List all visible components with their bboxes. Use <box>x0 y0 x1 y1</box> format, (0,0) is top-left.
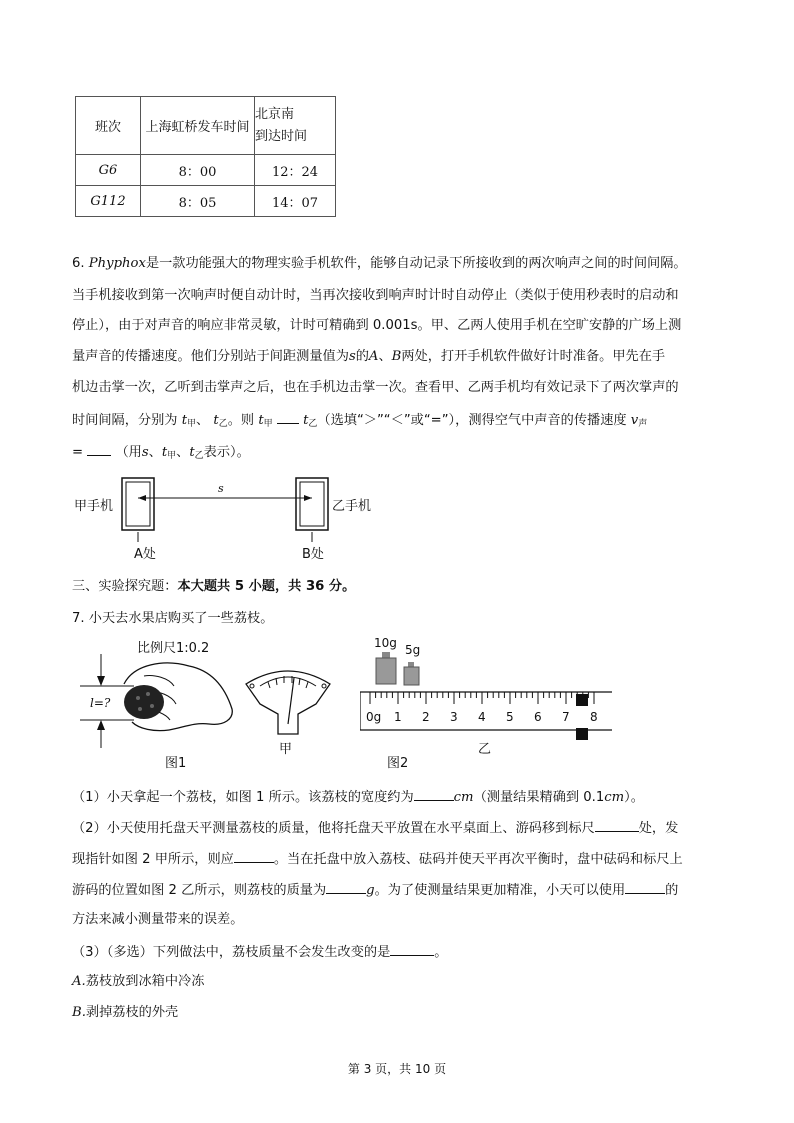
rider-scale-figure <box>360 650 620 740</box>
option-text: 剥掉荔枝的外壳 <box>85 1005 179 1020</box>
lychee-icon <box>124 685 164 719</box>
subscript: 甲 <box>187 419 197 429</box>
q6-text: 、 <box>176 445 190 460</box>
point-b-label: B处 <box>302 547 324 562</box>
q7-text: 。 <box>434 945 448 960</box>
fig2-jia-caption: 甲 <box>279 742 293 757</box>
table-cell: 8：00 <box>141 155 255 186</box>
table-cell: G6 <box>76 155 141 186</box>
scale-tick-label: 3 <box>450 710 458 724</box>
answer-blank[interactable] <box>87 441 111 456</box>
phone-a-icon <box>122 478 154 530</box>
table-header: 班次 <box>76 97 141 155</box>
q7-text: （2）小天使用托盘天平测量荔枝的质量，他将托盘天平放置在水平桌面上、游码移到标尺 <box>72 821 595 836</box>
q6-text: 表示）。 <box>203 445 250 460</box>
fig1-caption: 图1 <box>165 756 187 771</box>
q6-line <box>72 347 665 367</box>
subscript: 乙 <box>194 451 204 461</box>
q6-text: 。则 <box>227 413 255 428</box>
pointer-needle <box>288 678 294 724</box>
option-letter: B. <box>72 1005 86 1020</box>
q6-text: 时间间隔，分别为 <box>72 413 178 428</box>
q6-text: （选填“＞”“＜”或“=”），测得空气中声音的传播速度 <box>317 413 627 428</box>
table-header-line: 北京南 <box>255 106 295 122</box>
q6-text: = <box>72 445 84 460</box>
answer-blank[interactable] <box>414 786 454 801</box>
fig2-yi-caption: 乙 <box>478 742 492 757</box>
subscript: 乙 <box>308 419 318 429</box>
q7-text: 。当在托盘中放入荔枝、砝码并使天平再次平衡时，盘中砝码和标尺上 <box>273 852 683 867</box>
subscript: 乙 <box>218 419 228 429</box>
var-s: s <box>348 349 356 364</box>
q7-text: 现指针如图 2 甲所示，则应 <box>72 852 234 867</box>
var-t: t <box>189 445 195 460</box>
fig2-caption: 图2 <box>387 756 409 771</box>
answer-blank[interactable] <box>390 941 434 956</box>
phone-b-icon <box>296 478 328 530</box>
q6-line: 当手机接收到第一次响声时便自动计时，当再次接收到响声时计时自动停止（类似于使用秒表时的启动和 <box>72 288 679 303</box>
table-cell: 12：24 <box>255 155 336 186</box>
table-cell: 8：05 <box>141 186 255 217</box>
rider-bottom-icon[interactable] <box>576 728 588 740</box>
table-row <box>76 186 336 217</box>
subscript: 声 <box>638 419 648 429</box>
q7-part2 <box>72 848 683 870</box>
var-t: t <box>161 445 168 460</box>
q7-text: （3）（多选）下列做法中，荔枝质量不会发生改变的是 <box>72 945 391 960</box>
subscript: 甲 <box>263 419 273 429</box>
point-b: B <box>391 349 402 364</box>
phone-a-label: 甲手机 <box>74 499 114 514</box>
scale-tick-label: 4 <box>478 710 486 724</box>
table-row <box>76 155 336 186</box>
unit: g <box>366 883 375 898</box>
weight-10g-icon <box>376 658 396 684</box>
unit: cm <box>604 790 625 805</box>
q6-line <box>72 254 687 274</box>
answer-blank[interactable] <box>625 879 665 894</box>
section-heading <box>72 577 355 597</box>
scale-tick-label: 0g <box>366 710 382 724</box>
phone-b-label: 乙手机 <box>332 499 372 514</box>
scale-tick-label: 7 <box>562 710 570 724</box>
rider-top-icon[interactable] <box>576 694 588 706</box>
arrow-left-icon <box>138 495 146 501</box>
q7-text: 处，发 <box>638 821 679 836</box>
section-title: 三、实验探究题： <box>72 579 178 594</box>
unit: cm <box>453 790 474 805</box>
scale-label: 比例尺1:0.2 <box>137 641 210 656</box>
q6-text: 量声音的传播速度。他们分别站于间距测量值为 <box>72 349 349 364</box>
weight-5g-label: 5g <box>405 643 421 657</box>
scale-tick-label: 5 <box>506 710 514 724</box>
arrow-down-icon <box>97 676 105 686</box>
var-t: t <box>303 413 309 428</box>
option-letter: A. <box>72 974 86 989</box>
q7-part2 <box>72 817 678 839</box>
q7-part2 <box>72 879 678 901</box>
var-t: t <box>213 413 219 428</box>
schedule-table <box>75 96 336 217</box>
q6-line <box>72 441 250 466</box>
option-a[interactable] <box>72 972 204 992</box>
scale-tick-label: 6 <box>534 710 542 724</box>
table-cell: G112 <box>76 186 141 217</box>
q6-text: 、 <box>196 413 210 428</box>
q7-text: （测量结果精确到 0.1 <box>473 790 605 805</box>
subscript: 甲 <box>167 451 177 461</box>
q6-line: 机边击掌一次，乙听到击掌声之后，也在手机边击掌一次。查看甲、乙两手机均有效记录下了两次掌声的 <box>72 380 679 395</box>
answer-blank[interactable] <box>234 848 274 863</box>
q6-text: 、 <box>148 445 162 460</box>
scale-tick-label: 2 <box>422 710 430 724</box>
weight-10g-label: 10g <box>374 636 397 650</box>
answer-blank[interactable] <box>326 879 366 894</box>
var-s: s <box>141 445 149 460</box>
option-text: 荔枝放到冰箱中冷冻 <box>85 974 205 989</box>
q7-text: ）。 <box>624 790 644 805</box>
q7-text: （1）小天拿起一个荔枝，如图 1 所示。该荔枝的宽度约为 <box>72 790 414 805</box>
q6-text: （用 <box>115 445 142 460</box>
table-header: 上海虹桥发车时间 <box>141 97 255 155</box>
phone-b-screen <box>300 482 324 526</box>
option-b[interactable] <box>72 1003 178 1023</box>
phone-a-screen <box>126 482 150 526</box>
table-header-line: 到达时间 <box>255 128 308 144</box>
balance-pointer-figure <box>238 664 338 744</box>
table-header <box>255 97 336 155</box>
phones-diagram <box>60 470 400 565</box>
question-number: 6. <box>72 256 85 271</box>
var-v: v <box>630 413 639 428</box>
table-cell: 14：07 <box>255 186 336 217</box>
q7-intro: 7. 小天去水果店购买了一些荔枝。 <box>72 611 274 626</box>
q6-line: 停止），由于对声音的响应非常灵敏，计时可精确到 0.001s。甲、乙两人使用手机在空旷安静的广场上测 <box>72 318 682 333</box>
var-t: t <box>181 413 188 428</box>
point-a-label: A处 <box>134 547 156 562</box>
q6-text: 两处，打开手机软件做好计时准备。甲先在手 <box>401 349 666 364</box>
weight-5g-icon <box>404 667 419 685</box>
q7-text: 游码的位置如图 2 乙所示，则荔枝的质量为 <box>72 883 327 898</box>
q6-text: 、 <box>378 349 392 364</box>
distance-label: s <box>218 482 224 495</box>
answer-blank[interactable] <box>595 817 639 832</box>
var-t: t <box>258 413 264 428</box>
q7-text: 。为了使测量结果更加精准，小天可以使用 <box>374 883 626 898</box>
point-a: A <box>368 349 379 364</box>
arrow-right-icon <box>304 495 312 501</box>
page-footer: 第 3 页，共 10 页 <box>347 1062 447 1076</box>
width-label: l=? <box>90 696 111 710</box>
q7-part3 <box>72 941 447 963</box>
section-desc: 本大题共 5 小题，共 36 分。 <box>177 579 356 594</box>
q6-text: 的 <box>355 349 369 364</box>
scale-tick-label: 8 <box>590 710 598 724</box>
q6-line <box>72 409 647 434</box>
scale-ticks <box>370 692 594 704</box>
q6-text: 是一款功能强大的物理实验手机软件，能够自动记录下所接收到的两次响声之间的时间间隔。 <box>145 256 687 271</box>
app-name: Phyphox <box>88 256 146 271</box>
answer-blank[interactable] <box>277 409 299 424</box>
scale-tick-label: 1 <box>394 710 402 724</box>
q7-part1 <box>72 786 644 808</box>
q7-part2: 方法来减小测量带来的误差。 <box>72 912 244 927</box>
q7-text: 的 <box>665 883 679 898</box>
